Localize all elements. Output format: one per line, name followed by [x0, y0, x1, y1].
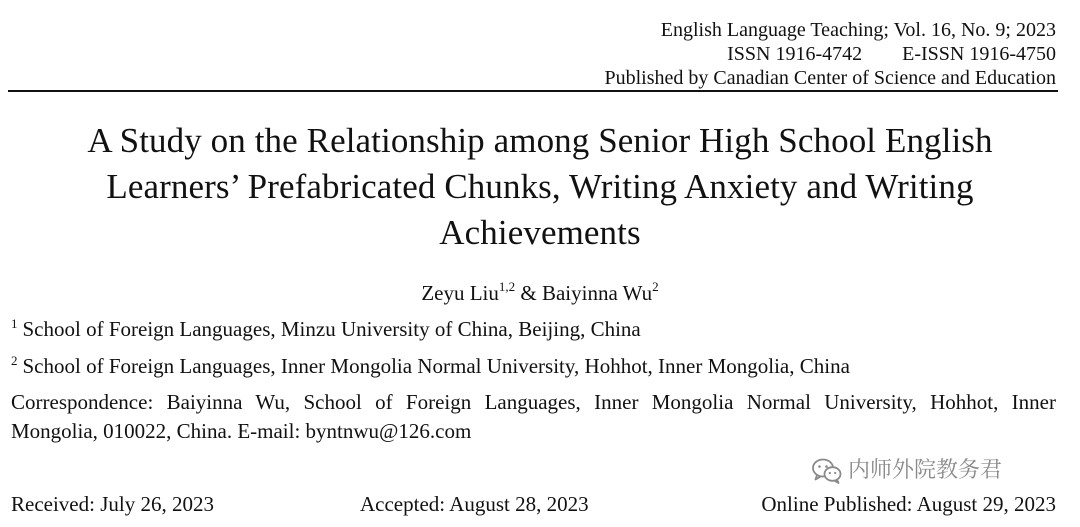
received-date: Received: July 26, 2023 [11, 492, 214, 516]
publisher-line: Published by Canadian Center of Science and Education [604, 67, 1056, 89]
author-1-name: Zeyu Liu [421, 281, 499, 305]
affiliation-1-text: School of Foreign Languages, Minzu University of China, Beijing, China [22, 317, 641, 341]
eissn: E-ISSN 1916-4750 [902, 43, 1056, 65]
issn: ISSN 1916-4742 [727, 43, 863, 65]
correspondence-line-2: Mongolia, 010022, China. E-mail: byntnwu@126.com [11, 419, 472, 443]
author-2-name: Baiyinna Wu [541, 281, 653, 305]
title-line-3: Achievements [439, 213, 641, 252]
author-1-affiliation-marker: 1,2 [498, 279, 516, 294]
affiliation-1-marker: 1 [11, 316, 18, 331]
correspondence [11, 388, 1056, 446]
wechat-icon [812, 458, 842, 484]
author-2-affiliation-marker: 2 [652, 279, 659, 294]
issn-line [356, 42, 1056, 66]
paper-title [20, 118, 1060, 256]
watermark [812, 457, 1002, 485]
affiliation-1 [11, 315, 641, 343]
header-rule [8, 90, 1058, 92]
author-line [0, 279, 1080, 307]
correspondence-line-1: Correspondence: Baiyinna Wu, School of Foreign Languages, Inner Mongolia Normal University, Hohhot, Inner [11, 390, 1056, 414]
watermark-text: 内师外院教务君 [848, 458, 1003, 483]
title-line-1: A Study on the Relationship among Senior High School English [87, 121, 993, 160]
affiliation-2-marker: 2 [11, 353, 18, 368]
accepted-date: Accepted: August 28, 2023 [360, 492, 589, 516]
author-separator: & [515, 281, 542, 305]
affiliation-2 [11, 352, 850, 380]
title-line-2: Learners’ Prefabricated Chunks, Writing Anxiety and Writing [106, 167, 974, 206]
journal-volume-line: English Language Teaching; Vol. 16, No. 9; 2023 [660, 19, 1056, 41]
published-date: Online Published: August 29, 2023 [761, 492, 1056, 516]
publication-dates [11, 490, 1056, 520]
journal-header [356, 18, 1056, 90]
affiliation-2-text: School of Foreign Languages, Inner Mongolia Normal University, Hohhot, Inner Mongolia, China [22, 354, 850, 378]
